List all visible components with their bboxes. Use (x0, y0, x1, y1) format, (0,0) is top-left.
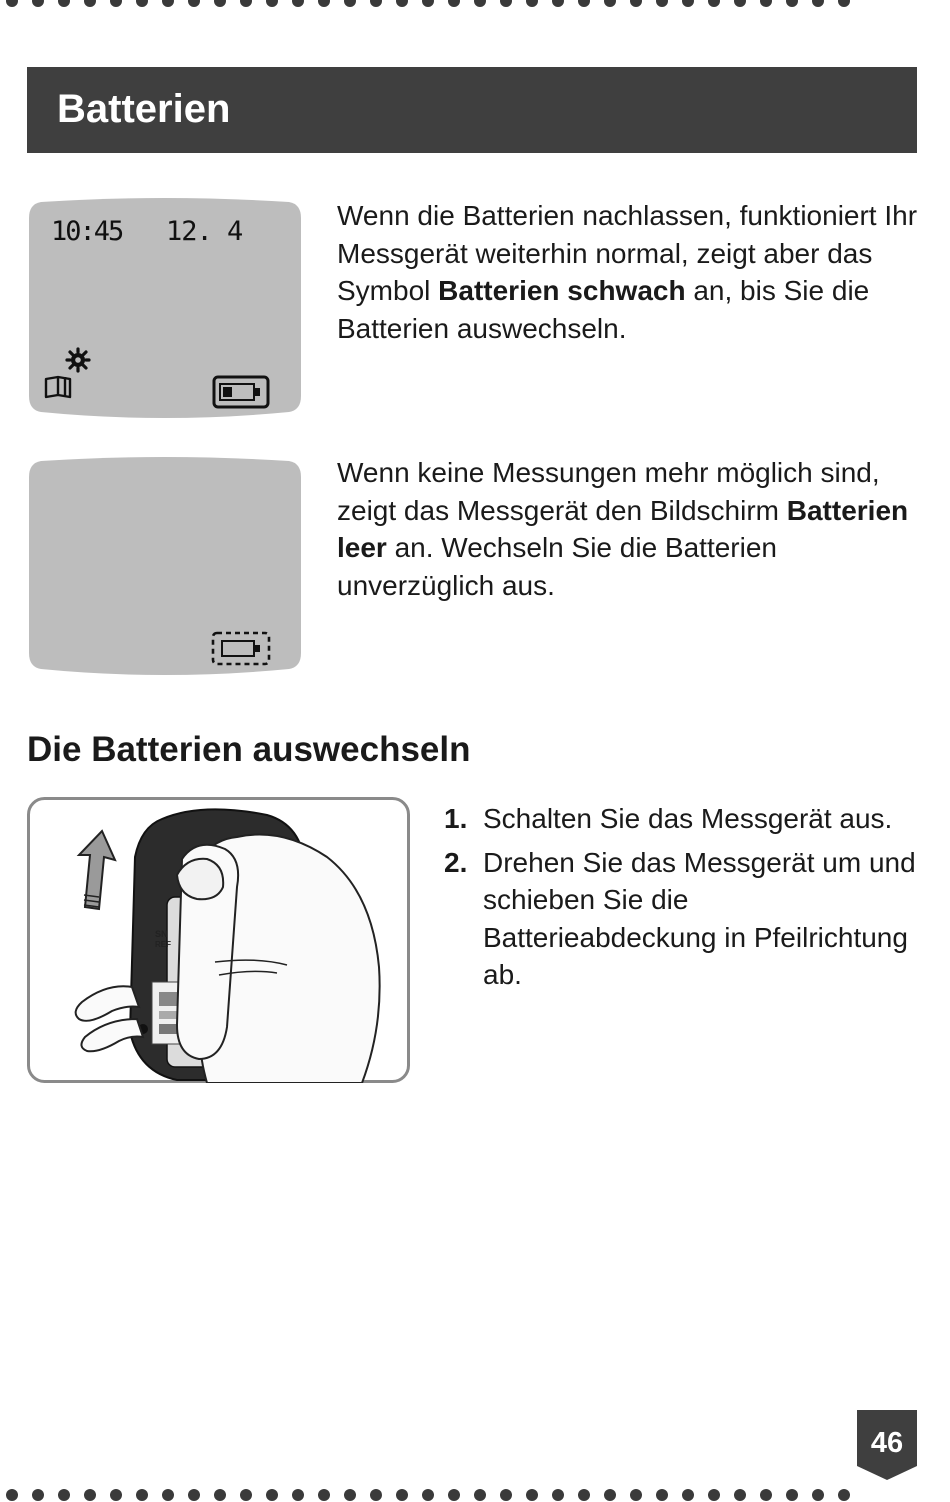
page-number-badge (857, 1410, 917, 1480)
page-title: Batterien (57, 87, 231, 131)
section-header (27, 67, 917, 153)
replace-batteries-heading: Die Batterien auswechseln (27, 730, 471, 769)
step-2 (444, 844, 924, 994)
battery-cover-illustration (27, 797, 410, 1083)
bottom-dotted-border (0, 1488, 950, 1502)
step-text: Schalten Sie das Messgerät aus. (483, 803, 893, 834)
step-text: Drehen Sie das Messgerät um und schieben Sie die Batterieabdeckung in Pfeilrichtung ab. (483, 846, 916, 990)
battery-empty-term: Batterien leer (337, 494, 909, 563)
step-number: 2. (444, 846, 468, 878)
lcd-time: 10:45 (51, 216, 123, 247)
svg-text:REF: REF (155, 940, 171, 949)
lcd-battery-low-display (27, 196, 302, 420)
svg-text:SN: SN (155, 929, 168, 939)
battery-empty-paragraph: Wenn keine Messungen mehr möglich sind, zeigt das Messgerät den Bildschirm Batterien leer an. Wechseln Sie die Batterien unverzüglich aus. (337, 457, 909, 601)
lcd-battery-empty-display (27, 455, 302, 677)
battery-low-paragraph: Wenn die Batterien nachlassen, funktioniert Ihr Messgerät weiterhin normal, zeigt aber das Symbol Batterien schwach an, bis Sie die Batterien auswechseln. (337, 200, 918, 344)
step-number: 1. (444, 803, 468, 834)
battery-low-term: Batterien schwach (438, 275, 686, 306)
steps-list (444, 800, 924, 1000)
top-dotted-border (0, 0, 950, 8)
lcd-date: 12. 4 (166, 216, 243, 247)
step-1 (444, 800, 924, 838)
settings-gear-icon (67, 349, 89, 371)
page-number: 46 (870, 1427, 904, 1459)
